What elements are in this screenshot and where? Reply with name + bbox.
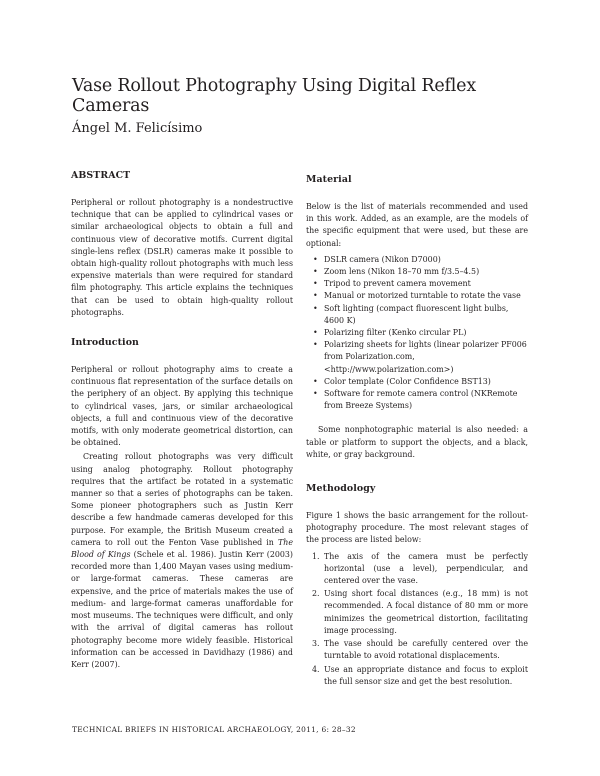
methodology-steps (306, 551, 528, 688)
article-author: Ángel M. Felicísimo (72, 121, 203, 136)
list-item: • Polarizing sheets for lights (linear polarizer PF006 from Polarization.com, <http://www.polarization.com>) (306, 339, 528, 376)
list-item: • Color template (Color Confidence BST13) (306, 376, 528, 388)
methodology-heading: Methodology (306, 483, 376, 495)
introduction-paragraph-2-end: (Schele et al. 1986). Justin Kerr (2003) recorded more than 1,400 Mayan vases using medium- or large-format cameras. These cameras are expensive, and the price of materials makes the use of medium- and large-format cameras unaffordable for most museums. The techniques were difficult, and only with the arrival of digital cameras has rollout photography become more widely feasible. Historical information can be accessed in Davidhazy (1986) and Kerr (2007). (71, 550, 293, 669)
step-text: The vase should be carefully centered over the turntable to avoid rotational displacements. (324, 639, 528, 661)
list-item (306, 664, 528, 688)
step-number: 1. (312, 551, 320, 561)
step-number: 3. (312, 639, 320, 649)
list-item: • Zoom lens (Nikon 18–70 mm f/3.5–4.5) (306, 266, 528, 278)
methodology-intro: Figure 1 shows the basic arrangement for the rollout-photography procedure. The most relevant stages of the process are listed below: (306, 511, 528, 545)
step-number: 2. (312, 589, 320, 599)
journal-footer: TECHNICAL BRIEFS IN HISTORICAL ARCHAEOLOGY, 2011, 6: 28–32 (72, 725, 356, 734)
introduction-heading: Introduction (71, 337, 139, 349)
material-intro: Below is the list of materials recommended and used in this work. Added, as an example, are the models of the specific equipment that were used, but these are optional: (306, 202, 528, 248)
introduction-paragraph-1: Peripheral or rollout photography aims to create a continuous flat representation of the surface details on the periphery of an object. By applying this technique to cylindrical vases, jars, or similar archaeological objects, a full and continuous view of the decorative motifs, with only moderate geometrical distortion, can be obtained. (71, 365, 293, 448)
material-heading: Material (306, 174, 352, 185)
article-title: Vase Rollout Photography Using Digital Reflex Cameras (72, 76, 476, 116)
list-item: • Tripod to prevent camera movement (306, 278, 528, 290)
list-item (306, 588, 528, 637)
list-item (306, 551, 528, 588)
list-item (306, 638, 528, 662)
introduction-paragraph-2-start: Creating rollout photographs was very difficult using analog photography. Rollout photography requires that the artifact be rotated in a systematic manner so that a series of photographs can be taken. Some pioneer photographers such as Justin Kerr describe a few handmade cameras developed for this purpose. For example, the British Museum created a camera to roll out the Fenton Vase published in (71, 452, 293, 547)
left-column (71, 170, 293, 681)
abstract-text: Peripheral or rollout photography is a nondestructive technique that can be applied to cylindrical vases or similar archaeological objects to obtain a full and continuous view of decorative motifs. Current digital single-lens reflex (DSLR) cameras make it possible to obtain high-quality rollout photographs with much less expensive materials than were required for standard film photography. This article explains the techniques that can be used to obtain high-quality rollout photographs. (71, 198, 293, 317)
introduction-paragraph-2 (71, 451, 293, 671)
step-text: Use an appropriate distance and focus to exploit the full sensor size and get the best resolution. (324, 664, 528, 686)
list-item: • Polarizing filter (Kenko circular PL) (306, 327, 528, 339)
step-number: 4. (312, 664, 320, 674)
book-title: The Blood of Kings (71, 537, 293, 560)
material-outro: Some nonphotographic material is also needed: a table or platform to support the objects, and a black, white, or gray background. (306, 425, 528, 459)
right-column (306, 170, 528, 689)
abstract-heading: ABSTRACT (71, 170, 131, 181)
list-item: • DSLR camera (Nikon D7000) (306, 254, 528, 266)
list-item: • Manual or motorized turntable to rotate the vase (306, 290, 528, 302)
list-item: • Software for remote camera control (NKRemote from Breeze Systems) (306, 388, 528, 412)
material-list (306, 254, 528, 413)
list-item: • Soft lighting (compact fluorescent light bulbs, 4600 K) (306, 303, 528, 327)
step-text: The axis of the camera must be perfectly horizontal (use a level), perpendicular, and centered over the vase. (324, 551, 528, 586)
step-text: Using short focal distances (e.g., 18 mm) is not recommended. A focal distance of 80 mm or more minimizes the geometrical distortion, facilitating image processing. (324, 589, 528, 635)
